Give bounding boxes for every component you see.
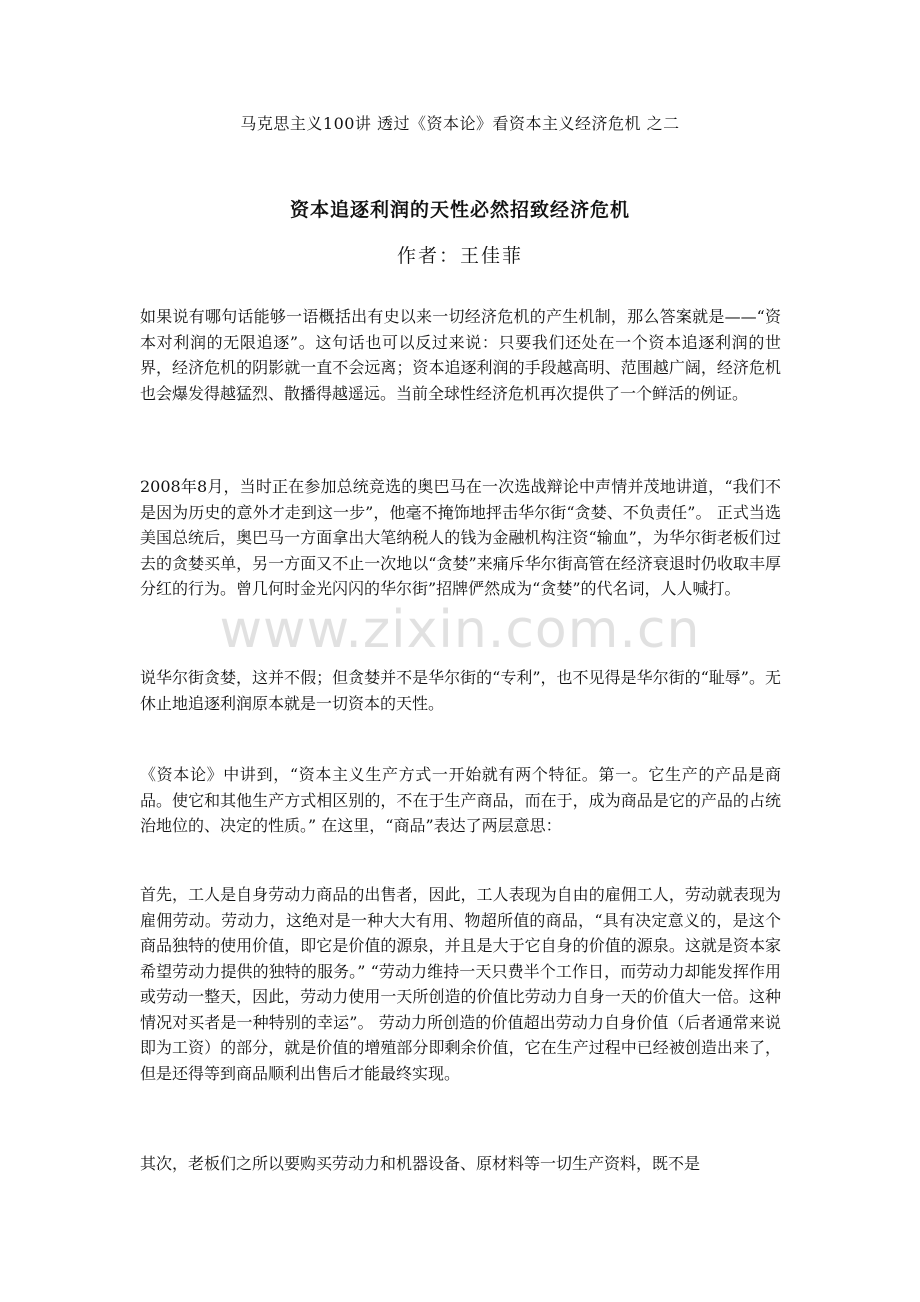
article-title: 资本追逐利润的天性必然招致经济危机 [289, 199, 630, 221]
watermark: www.zixin.com.cn [219, 600, 701, 660]
paragraph-capital-quote: 《资本论》中讲到，“资本主义生产方式一开始就有两个特征。第一。它生产的产品是商品。使它和其他生产方式相区别的，不在于生产商品，而在于，成为商品是它的产品的占统治地位的、决定的性质。” 在这里，“商品”表达了两层意思： [140, 765, 781, 835]
paragraph-intro: 如果说有哪句话能够一语概括出有史以来一切经济危机的产生机制，那么答案就是——“资本对利润的无限追逐”。这句话也可以反过来说：只要我们还处在一个资本追逐利润的世界，经济危机的阴影就一直不会远离；资本追逐利润的手段越高明、范围越广阔，经济危机也会爆发得越猛烈、散播得越遥远。当前全球性经济危机再次提供了一个鲜活的例证。 [140, 307, 781, 403]
series-heading: 马克思主义100讲 透过《资本论》看资本主义经济危机 之二 [240, 114, 680, 133]
paragraph-second: 其次，老板们之所以要购买劳动力和机器设备、原材料等一切生产资料，既不是 [140, 1154, 701, 1173]
paragraph-obama: 2008年8月，当时正在参加总统竞选的奥巴马在一次选战辩论中声情并茂地讲道，“我们不是因为历史的意外才走到这一步”，他毫不掩饰地抨击华尔街“贪婪、不负责任”。 正式当选美国总统后，奥巴马一方面拿出大笔纳税人的钱为金融机构注资“输血”，为华尔街老板们过去的贪婪买单，另一方面又不止一次地以“贪婪”来痛斥华尔街高管在经济衰退时仍收取丰厚分红的行为。曾几何时金光闪闪的华尔街”招牌俨然成为“贪婪”的代名词，人人喊打。 [140, 477, 781, 598]
paragraph-wall-street: 说华尔街贪婪，这并不假；但贪婪并不是华尔街的“专利”，也不见得是华尔街的“耻辱”。无休止地追逐利润原本就是一切资本的天性。 [140, 668, 781, 713]
paragraph-first: 首先，工人是自身劳动力商品的出售者，因此，工人表现为自由的雇佣工人，劳动就表现为雇佣劳动。劳动力，这绝对是一种大大有用、物超所值的商品，“具有决定意义的，是这个商品独特的使用价值，即它是价值的源泉，并且是大于它自身的价值的源泉。这就是资本家希望劳动力提供的独特的服务。” “劳动力维持一天只费半个工作日，而劳动力却能发挥作用或劳动一整天，因此，劳动力使用一天所创造的价值比劳动力自身一天的价值大一倍。这种情况对买者是一种特别的幸运”。 劳动力所创造的价值超出劳动力自身价值（后者通常来说即为工资）的部分，就是价值的增殖部分即剩余价值，它在生产过程中已经被创造出来了，但是还得等到商品顺利出售后才能最终实现。 [140, 885, 781, 1083]
author-line: 作者：王佳菲 [396, 245, 523, 267]
